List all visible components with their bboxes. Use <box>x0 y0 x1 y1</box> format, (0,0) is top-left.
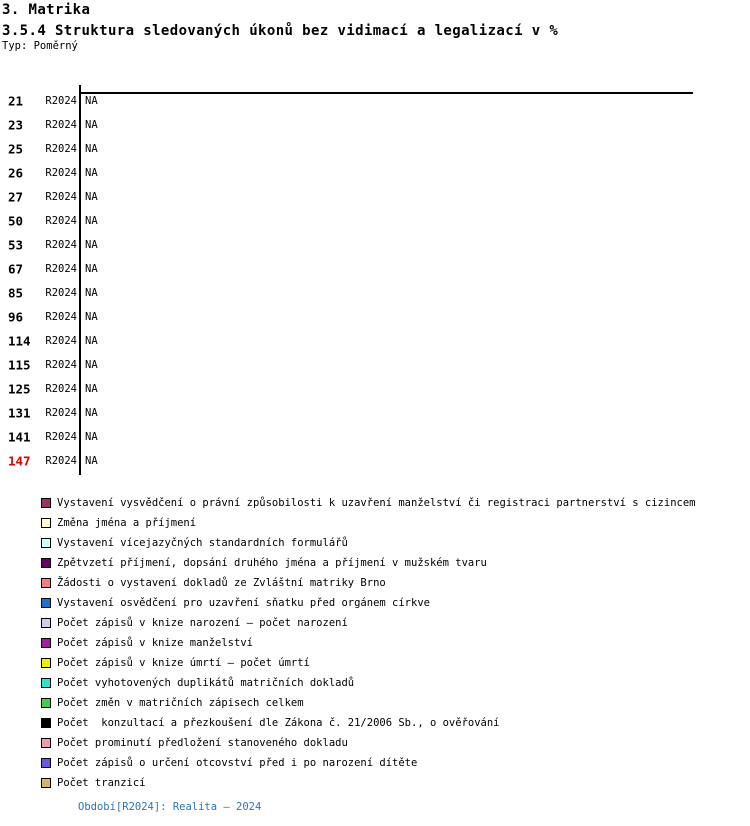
category-label: 96 <box>8 309 24 325</box>
legend-item <box>41 693 695 713</box>
series-label: R2024 <box>45 311 77 323</box>
category-label: 131 <box>8 405 31 421</box>
value-label: NA <box>85 167 98 179</box>
value-label: NA <box>85 239 98 251</box>
value-label: NA <box>85 143 98 155</box>
legend-swatch-icon <box>41 618 51 628</box>
legend-label: Počet tranzicí <box>57 777 146 789</box>
legend-item <box>41 753 695 773</box>
series-label: R2024 <box>45 455 77 467</box>
chart-row <box>0 425 750 449</box>
legend-label: Změna jména a příjmení <box>57 517 197 529</box>
value-label: NA <box>85 359 98 371</box>
value-label: NA <box>85 287 98 299</box>
category-label: 53 <box>8 237 24 253</box>
chart-row <box>0 329 750 353</box>
series-label: R2024 <box>45 239 77 251</box>
value-label: NA <box>85 311 98 323</box>
series-label: R2024 <box>45 95 77 107</box>
value-label: NA <box>85 383 98 395</box>
legend-swatch-icon <box>41 778 51 788</box>
legend-item <box>41 773 695 793</box>
legend-item <box>41 653 695 673</box>
category-label: 50 <box>8 213 24 229</box>
legend-item <box>41 673 695 693</box>
chart-row <box>0 281 750 305</box>
legend-item <box>41 553 695 573</box>
legend-swatch-icon <box>41 678 51 688</box>
legend-item <box>41 733 695 753</box>
chart-row <box>0 449 750 473</box>
value-label: NA <box>85 335 98 347</box>
category-label: 23 <box>8 117 24 133</box>
chart-row <box>0 257 750 281</box>
legend-swatch-icon <box>41 638 51 648</box>
value-label: NA <box>85 431 98 443</box>
chart-rows <box>0 89 750 473</box>
legend-swatch-icon <box>41 698 51 708</box>
legend-swatch-icon <box>41 658 51 668</box>
legend-label: Počet prominutí předložení stanoveného dokladu <box>57 737 348 749</box>
legend-item <box>41 613 695 633</box>
series-label: R2024 <box>45 359 77 371</box>
chart-row <box>0 401 750 425</box>
legend-label: Vystavení vícejazyčných standardních formulářů <box>57 537 348 549</box>
category-label: 21 <box>8 93 24 109</box>
series-label: R2024 <box>45 263 77 275</box>
section-title: 3. Matrika <box>2 2 91 18</box>
chart-row <box>0 305 750 329</box>
value-label: NA <box>85 215 98 227</box>
value-label: NA <box>85 455 98 467</box>
legend-label: Žádosti o vystavení dokladů ze Zvláštní matriky Brno <box>57 577 386 589</box>
series-label: R2024 <box>45 431 77 443</box>
legend-swatch-icon <box>41 538 51 548</box>
category-label: 67 <box>8 261 24 277</box>
legend-label: Vystavení vysvědčení o právní způsobilosti k uzavření manželství či registraci partnerství s cizincem <box>57 497 696 509</box>
period-caption: Období[R2024]: Realita – 2024 <box>78 801 262 813</box>
chart-row <box>0 185 750 209</box>
series-label: R2024 <box>45 335 77 347</box>
legend-label: Počet vyhotovených duplikátů matričních dokladů <box>57 677 355 689</box>
series-label: R2024 <box>45 119 77 131</box>
legend-item <box>41 573 695 593</box>
category-label: 115 <box>8 357 31 373</box>
chart-row <box>0 137 750 161</box>
series-label: R2024 <box>45 407 77 419</box>
legend-item <box>41 493 695 513</box>
chart-row <box>0 233 750 257</box>
value-label: NA <box>85 119 98 131</box>
chart-row <box>0 353 750 377</box>
legend-swatch-icon <box>41 598 51 608</box>
legend-label: Počet zápisů v knize manželství <box>57 637 253 649</box>
legend-swatch-icon <box>41 578 51 588</box>
series-label: R2024 <box>45 143 77 155</box>
legend-label: Počet zápisů v knize narození – počet narození <box>57 617 348 629</box>
legend-swatch-icon <box>41 518 51 528</box>
series-label: R2024 <box>45 215 77 227</box>
category-label: 141 <box>8 429 31 445</box>
value-label: NA <box>85 263 98 275</box>
chart-row <box>0 377 750 401</box>
legend-label: Zpětvzetí příjmení, dopsání druhého jména a příjmení v mužském tvaru <box>57 557 487 569</box>
chart-row <box>0 113 750 137</box>
category-label: 114 <box>8 333 31 349</box>
legend-swatch-icon <box>41 498 51 508</box>
legend-label: Počet konzultací a přezkoušení dle Zákona č. 21/2006 Sb., o ověřování <box>57 717 500 729</box>
series-label: R2024 <box>45 167 77 179</box>
legend-swatch-icon <box>41 738 51 748</box>
value-label: NA <box>85 95 98 107</box>
category-label: 27 <box>8 189 24 205</box>
value-label: NA <box>85 191 98 203</box>
category-label: 25 <box>8 141 24 157</box>
legend-label: Počet zápisů o určení otcovství před i po narození dítěte <box>57 757 418 769</box>
legend-item <box>41 593 695 613</box>
category-label: 147 <box>8 453 31 469</box>
legend-swatch-icon <box>41 558 51 568</box>
legend-item <box>41 713 695 733</box>
chart-legend <box>41 493 695 793</box>
category-label: 26 <box>8 165 24 181</box>
legend-label: Vystavení osvědčení pro uzavření sňatku před orgánem církve <box>57 597 430 609</box>
legend-label: Počet změn v matričních zápisech celkem <box>57 697 304 709</box>
legend-swatch-icon <box>41 718 51 728</box>
series-label: R2024 <box>45 287 77 299</box>
chart-type-label: Typ: Poměrný <box>2 40 78 52</box>
chart-row <box>0 89 750 113</box>
chart-row <box>0 161 750 185</box>
chart-row <box>0 209 750 233</box>
legend-item <box>41 633 695 653</box>
legend-item <box>41 533 695 553</box>
category-label: 125 <box>8 381 31 397</box>
series-label: R2024 <box>45 191 77 203</box>
chart-title: 3.5.4 Struktura sledovaných úkonů bez vidimací a legalizací v % <box>2 23 559 39</box>
value-label: NA <box>85 407 98 419</box>
legend-swatch-icon <box>41 758 51 768</box>
legend-item <box>41 513 695 533</box>
series-label: R2024 <box>45 383 77 395</box>
legend-label: Počet zápisů v knize úmrtí – počet úmrtí <box>57 657 310 669</box>
category-label: 85 <box>8 285 24 301</box>
